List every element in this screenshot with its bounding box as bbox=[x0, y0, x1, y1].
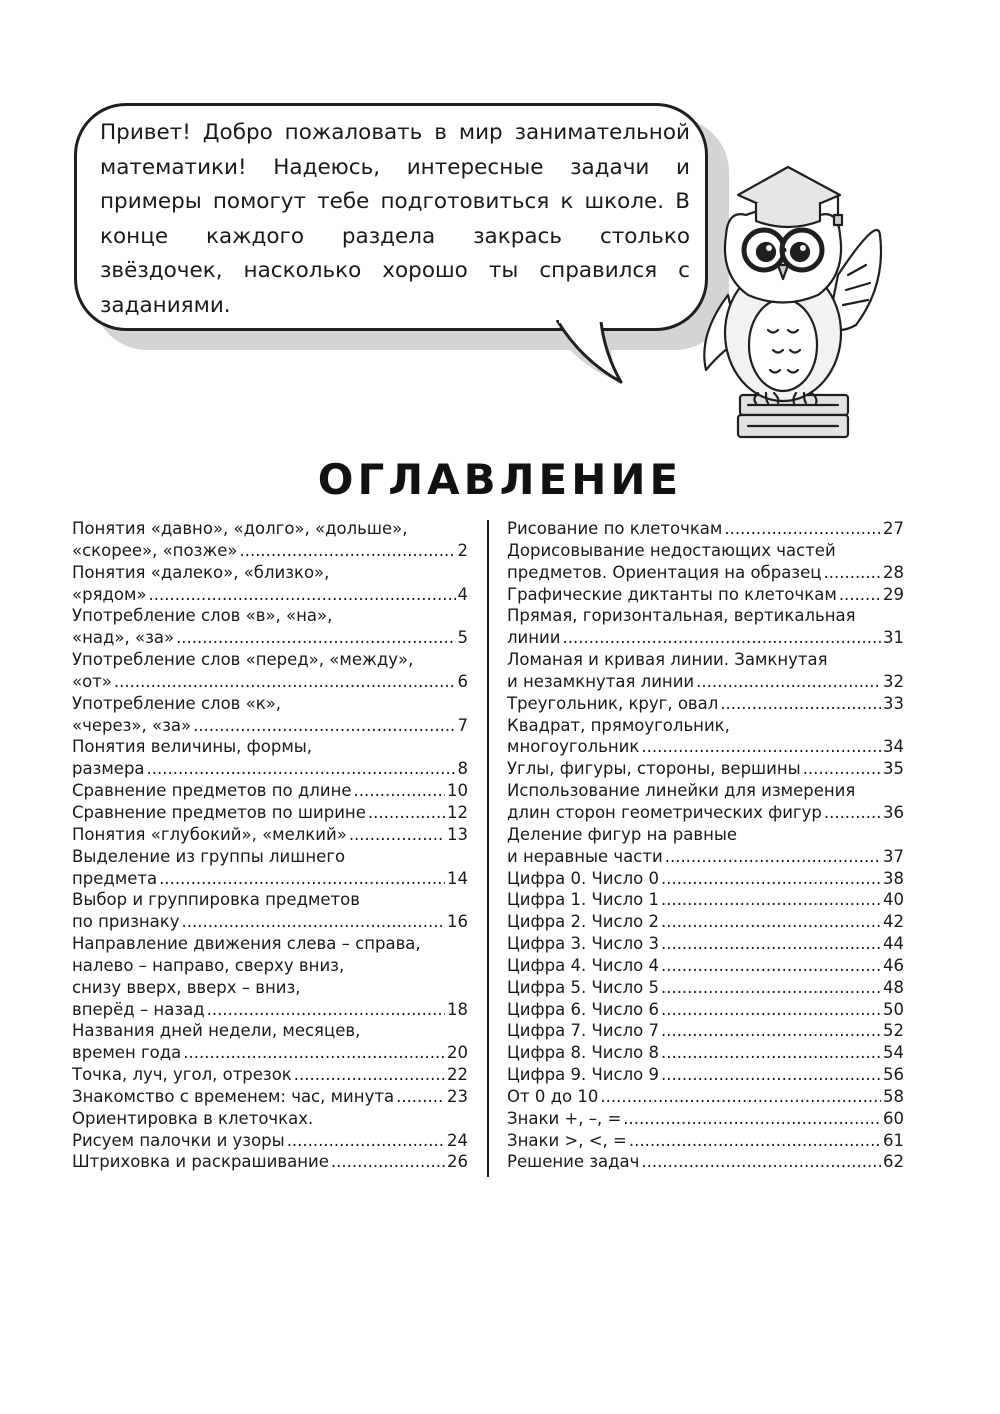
toc-page-number: 2 bbox=[457, 540, 468, 560]
toc-entry-title: Точка, луч, угол, отрезок bbox=[72, 1065, 292, 1085]
speech-bubble-tail bbox=[555, 320, 625, 386]
dot-leader bbox=[396, 1086, 445, 1108]
toc-entry bbox=[72, 824, 468, 846]
toc-left-column bbox=[72, 518, 468, 1173]
toc-entry bbox=[72, 889, 468, 933]
toc-entry bbox=[72, 518, 468, 562]
toc-entry-final-line bbox=[507, 999, 904, 1021]
toc-right-column bbox=[507, 518, 904, 1173]
dot-leader bbox=[287, 1130, 445, 1152]
dot-leader bbox=[147, 758, 456, 780]
dot-leader bbox=[176, 627, 455, 649]
toc-entry-final-line bbox=[507, 758, 904, 780]
toc-entry-title: Понятия «глубокий», «мелкий» bbox=[72, 824, 347, 844]
toc-entry bbox=[507, 824, 904, 868]
toc-entry-final-line bbox=[507, 562, 904, 584]
dot-leader bbox=[600, 1086, 881, 1108]
toc-page-number: 32 bbox=[883, 671, 904, 691]
toc-entry-title: Выбор и группировка предметов bbox=[72, 890, 360, 910]
toc-entry-final-line bbox=[72, 715, 468, 737]
dot-leader bbox=[641, 1151, 881, 1173]
column-divider bbox=[487, 520, 489, 1177]
dot-leader bbox=[149, 584, 456, 606]
toc-page-number: 58 bbox=[883, 1086, 904, 1106]
toc-page-number: 44 bbox=[883, 934, 904, 954]
toc-entry-title: по признаку bbox=[72, 912, 180, 932]
toc-page-number: 38 bbox=[883, 868, 904, 888]
toc-entry-final-line bbox=[507, 911, 904, 933]
toc-entry-final-line bbox=[507, 933, 904, 955]
toc-entry-final-line bbox=[507, 736, 904, 758]
toc-entry bbox=[507, 1086, 904, 1108]
toc-entry-title: Прямая, горизонтальная, вертикальная bbox=[507, 606, 856, 626]
toc-entry bbox=[507, 911, 904, 933]
toc-entry-title: Треугольник, круг, овал bbox=[507, 693, 719, 713]
toc-entry-title: Цифра 4. Число 4 bbox=[507, 955, 659, 975]
toc-page-number: 31 bbox=[883, 628, 904, 648]
toc-entry-final-line bbox=[507, 1064, 904, 1086]
toc-entry-final-line bbox=[72, 1064, 468, 1086]
dot-leader bbox=[331, 1151, 445, 1173]
toc-page-number: 29 bbox=[883, 584, 904, 604]
toc-entry bbox=[507, 605, 904, 649]
toc-entry-final-line bbox=[72, 671, 468, 693]
toc-entry bbox=[507, 933, 904, 955]
toc-entry bbox=[507, 540, 904, 584]
toc-entry-title: Знакомство с временем: час, минута bbox=[72, 1086, 395, 1106]
toc-entry-title: «рядом» bbox=[72, 584, 147, 604]
toc-entry-title: «через», «за» bbox=[72, 715, 192, 735]
toc-entry-title: предмета bbox=[72, 868, 158, 888]
toc-page-number: 42 bbox=[883, 912, 904, 932]
toc-entry-title: Цифра 5. Число 5 bbox=[507, 977, 659, 997]
dot-leader bbox=[354, 780, 445, 802]
toc-entry bbox=[72, 649, 468, 693]
toc-entry-line bbox=[72, 693, 468, 715]
toc-entry-title: Знаки +, –, = bbox=[507, 1108, 622, 1128]
toc-entry-title: Направление движения слева – справа, bbox=[72, 934, 421, 954]
toc-page-number: 6 bbox=[457, 671, 468, 691]
toc-entry-final-line bbox=[507, 1151, 904, 1173]
toc-entry-title: Выделение из группы лишнего bbox=[72, 846, 346, 866]
toc-entry-line bbox=[72, 846, 468, 868]
toc-entry-title: Квадрат, прямоугольник, bbox=[507, 715, 730, 735]
dot-leader bbox=[824, 802, 881, 824]
toc-page-number: 28 bbox=[883, 562, 904, 582]
toc-entry-final-line bbox=[507, 1108, 904, 1130]
toc-page-number: 40 bbox=[883, 890, 904, 910]
toc-page-number: 4 bbox=[457, 584, 468, 604]
toc-entry-final-line bbox=[72, 1130, 468, 1152]
toc-entry-title: Употребление слов «в», «на», bbox=[72, 606, 333, 626]
toc-entry-title: Цифра 2. Число 2 bbox=[507, 912, 659, 932]
dot-leader bbox=[661, 1064, 881, 1086]
toc-entry bbox=[507, 758, 904, 780]
toc-entry-title: Цифра 1. Число 1 bbox=[507, 890, 659, 910]
toc-entry-line bbox=[72, 955, 468, 977]
toc-entry bbox=[72, 736, 468, 780]
toc-title: ОГЛАВЛЕНИЕ bbox=[317, 455, 683, 504]
toc-page-number: 5 bbox=[457, 628, 468, 648]
toc-entry-final-line bbox=[72, 758, 468, 780]
toc-page-number: 36 bbox=[883, 802, 904, 822]
dot-leader bbox=[720, 693, 881, 715]
toc-entry bbox=[507, 889, 904, 911]
toc-page-number: 62 bbox=[883, 1152, 904, 1172]
toc-entry bbox=[72, 933, 468, 1020]
toc-page-number: 10 bbox=[447, 781, 468, 801]
toc-entry-title: Понятия «давно», «долго», «дольше», bbox=[72, 519, 408, 538]
toc-entry-final-line bbox=[507, 518, 904, 540]
toc-page-number: 26 bbox=[447, 1152, 468, 1172]
toc-entry bbox=[72, 1086, 468, 1108]
toc-entry bbox=[507, 780, 904, 824]
toc-entry bbox=[507, 999, 904, 1021]
toc-entry-title: Сравнение предметов по ширине bbox=[72, 802, 366, 822]
dot-leader bbox=[661, 868, 881, 890]
toc-page-number: 8 bbox=[457, 759, 468, 779]
toc-entry-title: Цифра 6. Число 6 bbox=[507, 999, 659, 1019]
toc-entry bbox=[72, 1151, 468, 1173]
dot-leader bbox=[114, 671, 456, 693]
toc-entry-title: длин сторон геометрических фигур bbox=[507, 802, 822, 822]
toc-entry-title: «от» bbox=[72, 671, 112, 691]
toc-entry-title: многоугольник bbox=[507, 737, 640, 757]
toc-entry-line bbox=[72, 889, 468, 911]
toc-entry-final-line bbox=[72, 584, 468, 606]
toc-entry bbox=[72, 562, 468, 606]
toc-entry-title: и незамкнутая линии bbox=[507, 671, 695, 691]
toc-entry-final-line bbox=[507, 868, 904, 890]
toc-page-number: 48 bbox=[883, 977, 904, 997]
toc-entry-final-line bbox=[507, 693, 904, 715]
toc-entry-final-line bbox=[507, 889, 904, 911]
toc-page-number: 37 bbox=[883, 846, 904, 866]
toc-entry-final-line bbox=[72, 868, 468, 890]
toc-entry bbox=[72, 846, 468, 890]
toc-entry-final-line bbox=[72, 999, 468, 1021]
toc-entry-title: «скорее», «позже» bbox=[72, 540, 238, 560]
toc-entry-final-line bbox=[507, 1020, 904, 1042]
toc-page-number: 46 bbox=[883, 955, 904, 975]
toc-entry-title: предметов. Ориентация на образец bbox=[507, 562, 822, 582]
owl-icon bbox=[688, 155, 888, 445]
dot-leader bbox=[183, 1042, 445, 1064]
toc-entry bbox=[507, 584, 904, 606]
toc-entry bbox=[72, 605, 468, 649]
dot-leader bbox=[629, 1130, 881, 1152]
toc-entry bbox=[72, 1064, 468, 1086]
dot-leader bbox=[623, 1108, 881, 1130]
toc-entry-final-line bbox=[72, 1042, 468, 1064]
toc-entry-title: времен года bbox=[72, 1043, 182, 1063]
toc-entry bbox=[507, 955, 904, 977]
toc-entry-title: Употребление слов «к», bbox=[72, 693, 282, 713]
toc-page-number: 34 bbox=[883, 737, 904, 757]
toc-entry-title: Ломаная и кривая линии. Замкнутая bbox=[507, 650, 828, 670]
toc-entry-line bbox=[507, 649, 904, 671]
toc-entry-title: Цифра 8. Число 8 bbox=[507, 1043, 659, 1063]
toc-entry bbox=[72, 1020, 468, 1064]
toc-entry-title: снизу вверх, вверх – вниз, bbox=[72, 977, 301, 997]
toc-page-number: 16 bbox=[447, 912, 468, 932]
dot-leader bbox=[349, 824, 445, 846]
dot-leader bbox=[803, 758, 881, 780]
toc-entry-title: размера bbox=[72, 759, 145, 779]
toc-entry-line bbox=[72, 1108, 468, 1130]
toc-entry-final-line bbox=[507, 846, 904, 868]
toc-entry-title: Сравнение предметов по длине bbox=[72, 781, 352, 801]
toc-entry-final-line bbox=[72, 540, 468, 562]
dot-leader bbox=[159, 868, 445, 890]
toc-entry bbox=[507, 977, 904, 999]
toc-entry-line bbox=[72, 649, 468, 671]
toc-entry-line bbox=[72, 518, 468, 540]
toc-entry-final-line bbox=[507, 1042, 904, 1064]
toc-entry-title: Углы, фигуры, стороны, вершины bbox=[507, 759, 801, 779]
toc-entry-title: Цифра 0. Число 0 bbox=[507, 868, 659, 888]
toc-entry-line bbox=[72, 605, 468, 627]
dot-leader bbox=[563, 627, 881, 649]
dot-leader bbox=[661, 911, 881, 933]
toc-entry-title: Рисование по клеточкам bbox=[507, 519, 723, 538]
toc-entry-final-line bbox=[72, 1086, 468, 1108]
dot-leader bbox=[207, 999, 445, 1021]
toc-entry bbox=[507, 715, 904, 759]
toc-entry-line bbox=[507, 780, 904, 802]
dot-leader bbox=[661, 1042, 881, 1064]
toc-page-number: 14 bbox=[447, 868, 468, 888]
toc-page-number: 35 bbox=[883, 759, 904, 779]
toc-entry-title: Графические диктанты по клеточкам bbox=[507, 584, 837, 604]
toc-page-number: 7 bbox=[457, 715, 468, 735]
dot-leader bbox=[661, 955, 881, 977]
toc-page-number: 20 bbox=[447, 1043, 468, 1063]
toc-entry-title: Цифра 3. Число 3 bbox=[507, 934, 659, 954]
toc-entry bbox=[507, 1130, 904, 1152]
dot-leader bbox=[661, 1020, 881, 1042]
toc-entry-final-line bbox=[507, 671, 904, 693]
toc-entry-title: Знаки >, <, = bbox=[507, 1130, 627, 1150]
toc-entry-title: и неравные части bbox=[507, 846, 663, 866]
toc-entry-line bbox=[72, 1020, 468, 1042]
toc-entry-title: Использование линейки для измерения bbox=[507, 781, 856, 801]
toc-entry-title: Рисуем палочки и узоры bbox=[72, 1130, 285, 1150]
toc-page-number: 18 bbox=[447, 999, 468, 1019]
toc-entry-title: линии bbox=[507, 628, 561, 648]
toc-entry-title: Дорисовывание недостающих частей bbox=[507, 540, 836, 560]
dot-leader bbox=[661, 999, 881, 1021]
toc-entry-final-line bbox=[72, 802, 468, 824]
toc-entry-title: Названия дней недели, месяцев, bbox=[72, 1021, 361, 1041]
dot-leader bbox=[696, 671, 881, 693]
toc-page-number: 24 bbox=[447, 1130, 468, 1150]
toc-entry bbox=[507, 1108, 904, 1130]
toc-page-number: 33 bbox=[883, 693, 904, 713]
toc-entry-title: Цифра 7. Число 7 bbox=[507, 1021, 659, 1041]
toc-entry bbox=[72, 1108, 468, 1152]
toc-entry-line bbox=[507, 540, 904, 562]
toc-entry-title: налево – направо, сверху вниз, bbox=[72, 955, 345, 975]
toc-entry-title: Понятия величины, формы, bbox=[72, 737, 313, 757]
dot-leader bbox=[823, 562, 881, 584]
toc-entry bbox=[507, 649, 904, 693]
toc-entry-title: Деление фигур на равные bbox=[507, 824, 738, 844]
toc-entry-line bbox=[507, 605, 904, 627]
toc-entry-line bbox=[507, 715, 904, 737]
toc-entry bbox=[507, 868, 904, 890]
toc-entry bbox=[507, 1020, 904, 1042]
toc-entry bbox=[507, 1042, 904, 1064]
dot-leader bbox=[839, 584, 881, 606]
toc-entry-final-line bbox=[72, 627, 468, 649]
toc-page-number: 13 bbox=[447, 824, 468, 844]
toc-page-number: 60 bbox=[883, 1108, 904, 1128]
toc-page-number: 56 bbox=[883, 1065, 904, 1085]
toc-entry bbox=[507, 693, 904, 715]
dot-leader bbox=[368, 802, 445, 824]
dot-leader bbox=[294, 1064, 445, 1086]
toc-entry-final-line bbox=[72, 1151, 468, 1173]
toc-page-number: 50 bbox=[883, 999, 904, 1019]
toc-entry bbox=[72, 693, 468, 737]
dot-leader bbox=[239, 540, 455, 562]
toc-entry-final-line bbox=[72, 824, 468, 846]
dot-leader bbox=[661, 889, 881, 911]
toc-entry-line bbox=[72, 977, 468, 999]
toc-entry-final-line bbox=[507, 1130, 904, 1152]
toc-entry-line bbox=[72, 736, 468, 758]
toc-entry-title: Ориентировка в клеточках. bbox=[72, 1108, 314, 1128]
toc-entry-final-line bbox=[72, 911, 468, 933]
dot-leader bbox=[724, 518, 881, 540]
toc-entry-title: вперёд – назад bbox=[72, 999, 205, 1019]
toc-entry-title: «над», «за» bbox=[72, 628, 175, 648]
toc-entry bbox=[507, 1151, 904, 1173]
toc-page-number: 22 bbox=[447, 1065, 468, 1085]
toc-entry-title: Употребление слов «перед», «между», bbox=[72, 650, 414, 670]
dot-leader bbox=[182, 911, 445, 933]
toc-entry-line bbox=[507, 824, 904, 846]
toc-entry-title: Понятия «далеко», «близко», bbox=[72, 562, 330, 582]
toc-entry-final-line bbox=[72, 780, 468, 802]
toc-entry-final-line bbox=[507, 627, 904, 649]
toc-entry-final-line bbox=[507, 802, 904, 824]
toc-entry-line bbox=[72, 933, 468, 955]
toc-page-number: 61 bbox=[883, 1130, 904, 1150]
dot-leader bbox=[193, 715, 455, 737]
toc-entry-title: От 0 до 10 bbox=[507, 1086, 599, 1106]
toc-entry bbox=[507, 1064, 904, 1086]
toc-page-number: 12 bbox=[447, 802, 468, 822]
toc-entry bbox=[72, 780, 468, 802]
dot-leader bbox=[661, 933, 881, 955]
toc-entry-final-line bbox=[507, 1086, 904, 1108]
toc-entry-final-line bbox=[507, 955, 904, 977]
dot-leader bbox=[665, 846, 881, 868]
dot-leader bbox=[661, 977, 881, 999]
dot-leader bbox=[641, 736, 881, 758]
toc-entry-final-line bbox=[507, 977, 904, 999]
toc-page-number: 54 bbox=[883, 1043, 904, 1063]
toc-page-number: 27 bbox=[883, 519, 904, 538]
toc-page-number: 23 bbox=[447, 1086, 468, 1106]
toc-entry-final-line bbox=[507, 584, 904, 606]
toc-page-number: 52 bbox=[883, 1021, 904, 1041]
greeting-text: Привет! Добро пожаловать в мир занимательной математики! Надеюсь, интересные задачи и примеры помогут тебе подготовиться к школе. В конце каждого раздела закрась столько звёздочек, насколько хорошо ты справился с заданиями. bbox=[100, 120, 690, 318]
toc-entry bbox=[72, 802, 468, 824]
toc-entry-title: Цифра 9. Число 9 bbox=[507, 1065, 659, 1085]
toc-entry-title: Решение задач bbox=[507, 1152, 640, 1172]
toc-entry-title: Штриховка и раскрашивание bbox=[72, 1152, 329, 1172]
toc-entry-line bbox=[72, 562, 468, 584]
toc-entry bbox=[507, 518, 904, 540]
